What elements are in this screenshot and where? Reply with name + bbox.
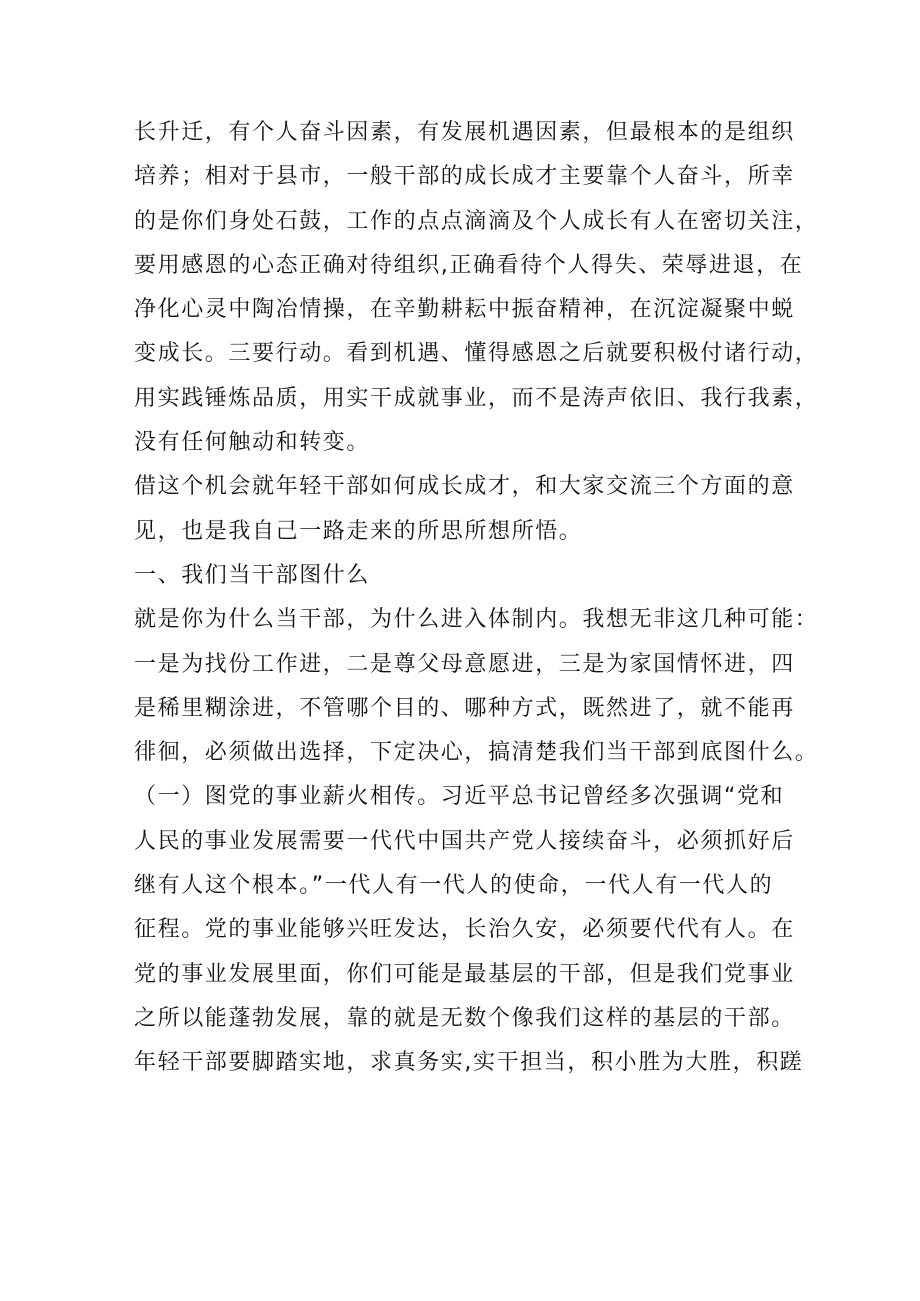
paragraph-text-line: 人民的事业发展需要一代代中国共产党人接续奋斗，必须抓好后 [134,828,795,854]
paragraph-text-line: 年轻干部要脚踏实地，求真务实,实干担当，积小胜为大胜，积蹉 [134,1050,804,1076]
paragraph-text-line: 一是为找份工作进，二是尊父母意愿进，三是为家国情怀进，四 [134,651,795,677]
section-heading: 一、我们当干部图什么 [134,562,371,588]
paragraph-text-line: 是稀里糊涂进，不管哪个目的、哪种方式，既然进了，就不能再 [134,695,795,721]
paragraph-text-line: 继有人这个根本。”一代人有一代人的使命，一代人有一代人的 [134,873,774,899]
paragraph-text-line: 就是你为什么当干部，为什么进入体制内。我想无非这几种可能： [134,607,819,633]
body-text-line: 净化心灵中陶冶情操，在辛勤耕耘中振奋精神，在沉淀凝聚中蜕 [134,297,795,323]
body-text-line: 的是你们身处石鼓，工作的点点滴滴及个人成长有人在密切关注， [134,208,819,234]
paragraph-text-line: 之所以能蓬勃发展，靠的就是无数个像我们这样的基层的干部。 [134,1005,795,1031]
body-text-line: 没有任何触动和转变。 [134,430,371,456]
paragraph-text-line: 徘徊，必须做出选择，下定决心，搞清楚我们当干部到底图什么。 [134,740,819,766]
document-body [134,111,819,1086]
body-text-line: 变成长。三要行动。看到机遇、懂得感恩之后就要积极付诸行动， [134,341,819,367]
body-text-line: 培养；相对于县市，一般干部的成长成才主要靠个人奋斗，所幸 [134,164,795,190]
paragraph-text-line: 见，也是我自己一路走来的所思所想所悟。 [134,518,583,544]
paragraph-text-line: 借这个机会就年轻干部如何成长成才，和大家交流三个方面的意 [134,474,795,500]
body-text-line: 要用感恩的心态正确对待组织,正确看待个人得失、荣辱进退，在 [134,252,804,278]
body-text-line: 长升迁，有个人奋斗因素，有发展机遇因素，但最根本的是组织 [134,120,795,145]
paragraph-text-line: 征程。党的事业能够兴旺发达，长治久安，必须要代代有人。在 [134,917,795,943]
subsection-text-line: （一）图党的事业薪火相传。习近平总书记曾经多次强调“党和 [134,784,785,810]
paragraph-text-line: 党的事业发展里面，你们可能是最基层的干部，但是我们党事业 [134,961,795,987]
body-text-line: 用实践锤炼品质，用实干成就事业，而不是涛声依旧、我行我素， [134,385,819,411]
